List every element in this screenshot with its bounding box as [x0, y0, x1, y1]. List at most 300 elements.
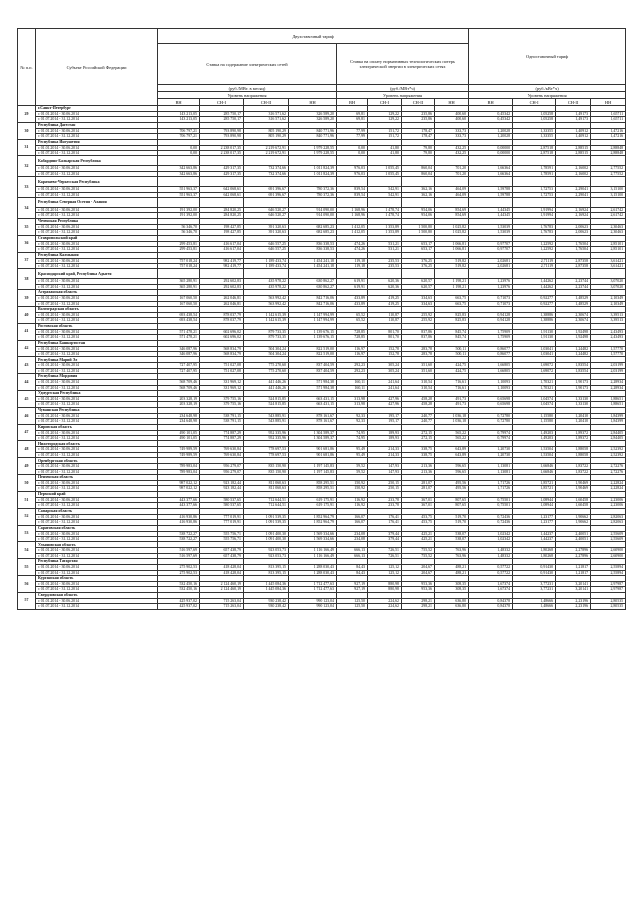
period-label: с 01.07.2014 - 31.12.2014 [36, 587, 158, 592]
period-label: с 01.01.2014 - 30.06.2014 [36, 145, 158, 150]
tariff-value: 1 197 145,83 [289, 464, 337, 469]
empty-cell [469, 177, 513, 187]
tariff-value: 125,12 [368, 565, 402, 570]
tariff-value: 362,16 [402, 192, 435, 197]
tariff-value: 2,28934 [591, 385, 626, 390]
tariff-value: 147,93 [368, 469, 402, 474]
tariff-value: 563 992,42 [244, 301, 289, 306]
tariff-value: 1 979 228,55 [289, 145, 337, 150]
tariff-value: 1,92498 [556, 329, 591, 334]
tariff-value: 56 346,70 [158, 224, 200, 229]
tariff-value: 1,88651 [591, 397, 626, 402]
tariff-value: 1,92498 [556, 335, 591, 340]
tariff-value: 95,49 [337, 452, 368, 457]
period-label: с 01.01.2014 - 30.06.2014 [36, 187, 158, 192]
period-label: с 01.01.2014 - 30.06.2014 [36, 112, 158, 117]
tariff-value: 854,69 [435, 208, 469, 213]
tariff-value: 691 396,67 [244, 187, 289, 192]
tariff-value: 204,67 [402, 565, 435, 570]
tariff-value: 1,02342 [469, 531, 513, 536]
tariff-value: 952 335,96 [244, 436, 289, 441]
tariff-value: 367,01 [402, 503, 435, 508]
level-header: СН-I [200, 99, 244, 106]
tariff-value: 1,83722 [556, 469, 591, 474]
tariff-value: 880,98 [368, 581, 402, 586]
region-name: Волгоградская область [36, 306, 158, 312]
tariff-value: 0,71073 [469, 301, 513, 306]
tariff-value: 538,07 [435, 531, 469, 536]
tariff-value: 2,30674 [556, 318, 591, 323]
tariff-value: 839,54 [337, 192, 368, 197]
tariff-value: 2,55609 [591, 536, 626, 541]
tariff-value: 990 123,04 [289, 598, 337, 603]
tariff-value: 1,78591 [513, 171, 556, 176]
tariff-value: 0,72436 [469, 520, 513, 525]
level-header: НН [289, 99, 337, 106]
tariff-value: 646 557,25 [244, 241, 289, 246]
tariff-value: 1,38886 [513, 312, 556, 317]
tariff-value: 0,71073 [469, 296, 513, 301]
tariff-value: 79,80 [402, 145, 435, 150]
tariff-value: 0,57722 [469, 570, 513, 575]
tariff-value: 391 320,63 [244, 224, 289, 229]
period-label: с 01.01.2014 - 30.06.2014 [36, 430, 158, 435]
tariff-value: 0,72780 [469, 413, 513, 418]
tariff-value: 1,70321 [513, 380, 556, 385]
tariff-value: 234 648,98 [158, 413, 200, 418]
tariff-value: 839,54 [337, 187, 368, 192]
tariff-value: 346 087,96 [158, 346, 200, 351]
tariff-value: 728,85 [337, 329, 368, 334]
tariff-value: 580 537,65 [200, 497, 244, 502]
tariff-value: 1,20028 [469, 134, 513, 139]
tariff-value: 500,11 [435, 351, 469, 356]
tariff-value: 292 602,83 [200, 284, 244, 289]
tariff-value: 643,89 [435, 452, 469, 457]
tariff-value: 1 412,05 [337, 230, 368, 235]
tariff-value: 956 279,07 [200, 469, 244, 474]
tariff-value: 563 992,42 [244, 296, 289, 301]
tariff-value: 0,91430 [513, 570, 556, 575]
tariff-value: 987 022,12 [158, 486, 200, 491]
empty-cell [556, 156, 591, 166]
tariff-value: 425 937,02 [158, 598, 200, 603]
period-label: с 01.07.2014 - 31.12.2014 [36, 570, 158, 575]
tariff-value: 914 090,00 [289, 208, 337, 213]
tariff-value: 646 520,27 [244, 208, 289, 213]
tariff-value: 166,07 [337, 520, 368, 525]
tariff-value: 531,21 [368, 247, 402, 252]
tariff-value: 571 478,21 [158, 329, 200, 334]
tariff-value: 532 450,16 [158, 581, 200, 586]
tariff-value: 416 617,04 [200, 247, 244, 252]
tariff-value: 464,09 [435, 192, 469, 197]
tariff-value: 1 500,80 [402, 230, 435, 235]
period-label: с 01.01.2014 - 30.06.2014 [36, 208, 158, 213]
empty-cell [244, 156, 289, 166]
tariff-value: 1 116 166,49 [289, 553, 337, 558]
tariff-value: 976,03 [337, 166, 368, 171]
tariff-value: 842 716,06 [289, 296, 337, 301]
voltage-level-header: Уровень напряжения [469, 92, 626, 99]
tariff-value: 1,76783 [513, 230, 556, 235]
tariff-value: 878 161,67 [289, 419, 337, 424]
col-number-header: № п.п. [18, 29, 36, 106]
tariff-value: 1,80268 [513, 548, 556, 553]
tariff-value: 2,43493 [591, 329, 626, 334]
tariff-value: 1,65711 [591, 117, 626, 122]
tariff-value: 807,65 [435, 503, 469, 508]
tariff-value: 0,00000 [469, 151, 513, 156]
region-name: Астраханская область [36, 290, 158, 296]
tariff-value: 1,40912 [556, 128, 591, 133]
period-label: с 01.07.2014 - 31.12.2014 [36, 117, 158, 122]
period-label: с 01.07.2014 - 31.12.2014 [36, 402, 158, 407]
tariff-value: 262 046,81 [200, 301, 244, 306]
tariff-value: 1,60458 [556, 503, 591, 508]
tariff-value: 1,13081 [469, 464, 513, 469]
tariff-value: 1,20410 [556, 419, 591, 424]
tariff-value: 1 478,74 [368, 213, 402, 218]
period-label: с 01.01.2014 - 30.06.2014 [36, 514, 158, 519]
tariff-value: 143 213,05 [158, 112, 200, 117]
tariff-value: 203 328,19 [158, 397, 200, 402]
tariff-value: 1 168,96 [337, 208, 368, 213]
tariff-value: 365 280,91 [158, 279, 200, 284]
region-number: 53 [18, 525, 36, 542]
tariff-value: 693 438,54 [158, 318, 200, 323]
tariff-value: 1,91994 [513, 213, 556, 218]
tariff-value: 1,53039 [469, 224, 513, 229]
tariff-value: 1 712 477,63 [289, 581, 337, 586]
tariff-value: 191 392,00 [158, 213, 200, 218]
period-label: с 01.07.2014 - 31.12.2014 [36, 263, 158, 268]
empty-cell [591, 156, 626, 166]
empty-cell [289, 198, 337, 208]
tariff-value: 488,21 [435, 570, 469, 575]
tariff-value: 77,99 [337, 128, 368, 133]
tariff-value: 2 219 672,91 [244, 151, 289, 156]
voltage-level-header: Уровень напряжения [158, 92, 337, 99]
tariff-value: 822 519,00 [289, 351, 337, 356]
tariff-value: 732 374,66 [244, 166, 289, 171]
tariff-value: 538,07 [435, 536, 469, 541]
empty-cell [402, 198, 435, 208]
region-name: Ростовская область [36, 323, 158, 329]
tariff-value: 0,92277 [513, 301, 556, 306]
tariff-value: 1,04574 [513, 402, 556, 407]
tariff-value: 693 438,54 [158, 312, 200, 317]
tariff-value: 1 454 241,18 [289, 263, 337, 268]
tariff-value: 379,44 [368, 531, 402, 536]
tariff-value: 224,62 [368, 604, 402, 609]
tariff-value: 2,55609 [591, 531, 626, 536]
tariff-value: 213,36 [402, 469, 435, 474]
tariff-value: 825,83 [435, 312, 469, 317]
tariff-value: 666,13 [337, 553, 368, 558]
tariff-value: 308,35 [435, 581, 469, 586]
tariff-value: 365 280,91 [158, 284, 200, 289]
empty-cell [337, 198, 368, 208]
tariff-value: 726,51 [368, 553, 402, 558]
tariff-value: 198 427,85 [200, 224, 244, 229]
region-name: Чувашская Республика [36, 407, 158, 413]
tariff-value: 780 372,36 [289, 192, 337, 197]
tariff-value: 116,92 [337, 503, 368, 508]
tariff-value: 2,16002 [556, 166, 591, 171]
tariff-value: 346 087,96 [158, 351, 200, 356]
tariff-sheet [17, 28, 625, 610]
tariff-value: 2,23006 [591, 503, 626, 508]
empty-cell [289, 269, 337, 279]
tariff-value: 424,75 [435, 363, 469, 368]
tariff-value: 1 189 433,74 [244, 258, 289, 263]
tariff-value: 568 834,79 [200, 351, 244, 356]
tariff-value: 555 756,71 [200, 536, 244, 541]
empty-cell [435, 177, 469, 187]
tariff-value: 2,60900 [591, 548, 626, 553]
tariff-value: 1,40912 [556, 134, 591, 139]
tariff-value: 275 902,53 [158, 565, 200, 570]
tariff-value: 516 597,69 [158, 548, 200, 553]
tariff-value: 1,49203 [513, 430, 556, 435]
tariff-value: 424,75 [435, 368, 469, 373]
tariff-value: 1,20730 [469, 447, 513, 452]
period-label: с 01.01.2014 - 30.06.2014 [36, 581, 158, 586]
region-name: г.Санкт-Петербург [36, 106, 158, 112]
tariff-value: 1 304 589,37 [289, 436, 337, 441]
tariff-value: 176,41 [368, 520, 402, 525]
region-number: 36 [18, 235, 36, 252]
tariff-value: 214,33 [368, 447, 402, 452]
tariff-value: 836 338,53 [289, 241, 337, 246]
tariff-value: 1,85721 [513, 486, 556, 491]
tariff-value: 1 569 334,66 [289, 531, 337, 536]
tariff-value: 1 091 539,35 [244, 514, 289, 519]
tariff-value: 923 182,44 [200, 486, 244, 491]
tariff-value: 1,85721 [513, 481, 556, 486]
tariff-value: 930 238,42 [244, 604, 289, 609]
tariff-value: 822 519,00 [289, 346, 337, 351]
tariff-value: 69,81 [337, 117, 368, 122]
tariff-value: 2,27896 [556, 548, 591, 553]
tariff-value: 1,04574 [513, 397, 556, 402]
tariff-value: 425,21 [402, 536, 435, 541]
tariff-value: 0,86077 [469, 351, 513, 356]
two-rate-tariff-header: Двухставочный тариф [158, 29, 469, 44]
tariff-value: 642 068,61 [200, 187, 244, 192]
region-number: 41 [18, 323, 36, 340]
tariff-value: 789 983,04 [158, 464, 200, 469]
tariff-value: 1 011 824,39 [289, 171, 337, 176]
period-label: с 01.01.2014 - 30.06.2014 [36, 312, 158, 317]
period-label: с 01.01.2014 - 30.06.2014 [36, 279, 158, 284]
tariff-value: 504 304,24 [244, 351, 289, 356]
tariff-value: 1,89372 [556, 436, 591, 441]
tariff-value: 1,47216 [591, 128, 626, 133]
period-label: с 01.01.2014 - 30.06.2014 [36, 548, 158, 553]
tariff-value: 41,80 [368, 145, 402, 150]
tariff-value: 3,20141 [556, 587, 591, 592]
region-name: Ставропольский край [36, 235, 158, 241]
tariff-value: 835 150,90 [244, 464, 289, 469]
empty-cell [368, 198, 402, 208]
tariff-value: 982 419,77 [200, 263, 244, 268]
tariff-value: 620,36 [368, 284, 402, 289]
empty-cell [513, 177, 556, 187]
tariff-value: 532 450,16 [158, 587, 200, 592]
tariff-value: 706 797,21 [158, 134, 200, 139]
tariff-value: 775 270,60 [244, 363, 289, 368]
tariff-value: 927,19 [337, 581, 368, 586]
tariff-value: 666,13 [337, 548, 368, 553]
tariff-value: 1,05258 [513, 117, 556, 122]
tariff-value: 435 978,22 [244, 279, 289, 284]
tariff-value: 2,40051 [556, 531, 591, 536]
tariff-value: 732 374,66 [244, 171, 289, 176]
tariff-value: 1,15580 [513, 413, 556, 418]
empty-cell [556, 269, 591, 279]
tariff-value: 1,84399 [591, 413, 626, 418]
tariff-value: 1,66805 [469, 363, 513, 368]
tariff-value: 715 263,04 [200, 598, 244, 603]
tariff-value: 778 697,53 [244, 452, 289, 457]
tariff-value: 1,33130 [556, 397, 591, 402]
tariff-value: 419,25 [368, 301, 402, 306]
tariff-value: 619 175,91 [289, 503, 337, 508]
tariff-value: 712 644,51 [244, 503, 289, 508]
col-subject-header: Субъект Российской Федерации [36, 29, 158, 106]
tariff-value: 930 238,42 [244, 598, 289, 603]
tariff-value: 0,75501 [469, 503, 513, 508]
tariff-value: 255,92 [402, 312, 435, 317]
tariff-value: 789 983,04 [158, 469, 200, 474]
region-name: Республика Башкортостан [36, 340, 158, 346]
tariff-value: 281,07 [402, 486, 435, 491]
tariff-value: 1 116 166,49 [289, 548, 337, 553]
tariff-value: 1,47216 [591, 134, 626, 139]
tariff-value: 1,48529 [556, 301, 591, 306]
tariff-value: 316 571,62 [244, 112, 289, 117]
tariff-value: 432,25 [435, 145, 469, 150]
tariff-value: 1,44262 [513, 279, 556, 284]
tariff-value: 92,33 [337, 413, 368, 418]
tariff-value: 1 500,80 [402, 224, 435, 229]
tariff-value: 630 862,27 [289, 279, 337, 284]
tariff-value: 1,33355 [513, 128, 556, 133]
tariff-value: 298,21 [402, 604, 435, 609]
tariff-value: 147,93 [368, 464, 402, 469]
tariff-value: 952 335,96 [244, 430, 289, 435]
tariff-value: 1,49173 [556, 117, 591, 122]
tariff-value: 326 589,20 [289, 112, 337, 117]
tariff-value: 1 139 676,15 [289, 329, 337, 334]
tariff-value: 837 404,59 [289, 368, 337, 373]
tariff-value: 214,33 [368, 452, 402, 457]
tariff-value: 1,91994 [513, 208, 556, 213]
tariff-value: 555 756,71 [200, 531, 244, 536]
tariff-value: 0,84378 [469, 604, 513, 609]
region-number: 32 [18, 156, 36, 177]
tariff-value: 333,73 [435, 128, 469, 133]
tariff-value: 275 902,53 [158, 570, 200, 575]
tariff-value: 542,91 [368, 192, 402, 197]
period-label: с 01.07.2014 - 31.12.2014 [36, 419, 158, 424]
tariff-value: 1 189 433,74 [244, 263, 289, 268]
tariff-value: 1,90662 [556, 514, 591, 519]
tariff-value: 41,80 [368, 151, 402, 156]
tariff-value: 1 147 994,99 [289, 318, 337, 323]
tariff-value: 825,83 [435, 318, 469, 323]
tariff-value: 1 454 241,18 [289, 258, 337, 263]
tariff-value: 1 036,18 [435, 419, 469, 424]
tariff-value: 620,36 [368, 279, 402, 284]
tariff-value: 835 150,90 [244, 469, 289, 474]
tariff-value: 551 963,37 [158, 192, 200, 197]
empty-cell [244, 269, 289, 279]
tariff-value: 682 685,23 [289, 230, 337, 235]
tariff-value: 793 890,98 [200, 134, 244, 139]
tariff-value: 571 478,21 [158, 335, 200, 340]
tariff-value: 313,98 [337, 402, 368, 407]
tariff-value: 331 969,12 [200, 380, 244, 385]
tariff-value: 116,97 [337, 346, 368, 351]
tariff-value: 2,30674 [556, 312, 591, 317]
empty-cell [591, 177, 626, 187]
tariff-value: 84,43 [337, 565, 368, 570]
tariff-value: 0,79974 [469, 430, 513, 435]
tariff-value: 777 019,91 [200, 514, 244, 519]
tariff-value: 3,39513 [591, 318, 626, 323]
empty-cell [200, 269, 244, 279]
tariff-value: 1 288 030,43 [289, 570, 337, 575]
level-header: НН [435, 99, 469, 106]
tariff-value: 418 428,04 [200, 570, 244, 575]
period-label: с 01.07.2014 - 31.12.2014 [36, 192, 158, 197]
tariff-value: 0,00 [158, 151, 200, 156]
tariff-value: 1,23976 [469, 284, 513, 289]
tariff-value: 1,67374 [469, 587, 513, 592]
empty-cell [556, 198, 591, 208]
tariff-value: 490 101,05 [158, 430, 200, 435]
level-header: СН-I [368, 99, 402, 106]
tariff-value: 3,77231 [513, 581, 556, 586]
tariff-value: 178,47 [402, 128, 435, 133]
tariff-value: 362,16 [402, 187, 435, 192]
tariff-value: 538 722,27 [158, 531, 200, 536]
tariff-value: 441 446,26 [244, 385, 289, 390]
tariff-value: 292,23 [337, 368, 368, 373]
tariff-value: 793 890,98 [200, 128, 244, 133]
tariff-value: 151,72 [368, 134, 402, 139]
tariff-value: 927,19 [337, 587, 368, 592]
tariff-value: 1,13081 [469, 469, 513, 474]
tariff-value: 2,80535 [591, 604, 626, 609]
tariff-value: 433,89 [337, 301, 368, 306]
period-label: с 01.01.2014 - 30.06.2014 [36, 346, 158, 351]
period-label: с 01.01.2014 - 30.06.2014 [36, 258, 158, 263]
tariff-value: 519,82 [435, 263, 469, 268]
tariff-value: 376,25 [402, 263, 435, 268]
tariff-value: 780 372,36 [289, 187, 337, 192]
tariff-value: 152,78 [368, 351, 402, 356]
tariff-value: 568 709,46 [158, 385, 200, 390]
tariff-value: 571 984,38 [289, 385, 337, 390]
tariff-value: 712 644,51 [244, 497, 289, 502]
period-label: с 01.01.2014 - 30.06.2014 [36, 329, 158, 334]
tariff-value: 1,05258 [513, 112, 556, 117]
region-name: Удмуртская Республика [36, 391, 158, 397]
